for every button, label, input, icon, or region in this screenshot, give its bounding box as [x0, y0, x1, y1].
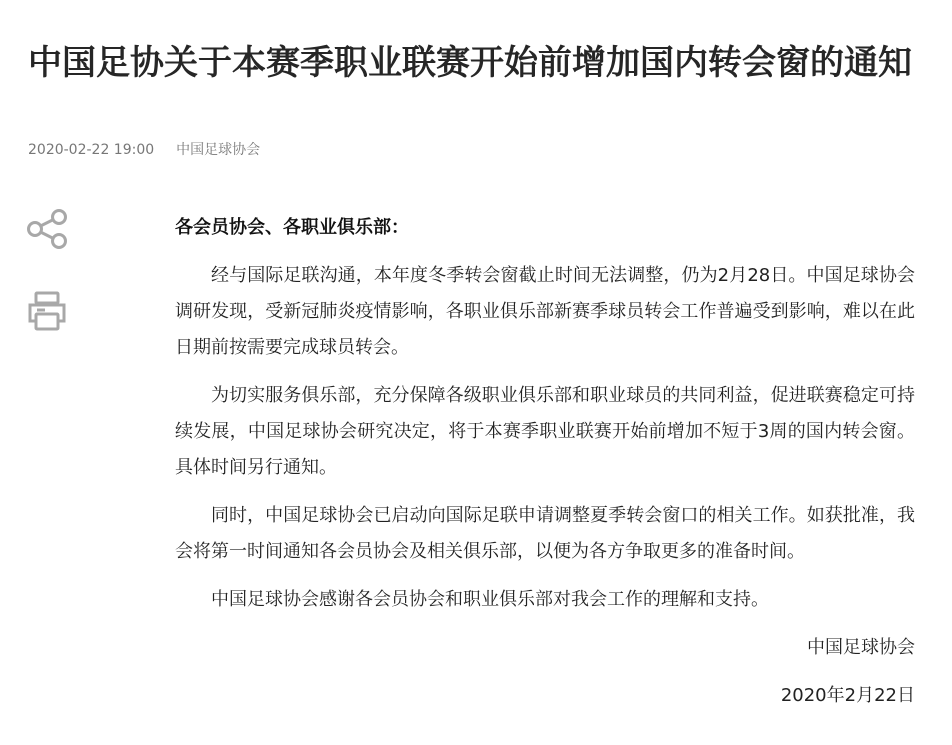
article-body: [175, 210, 915, 714]
salutation: 各会员协会、各职业俱乐部：: [175, 217, 409, 238]
signature-date: 2020年2月22日: [780, 685, 915, 706]
paragraph-1: 经与国际足联沟通，本年度冬季转会窗截止时间无法调整，仍为2月28日。中国足球协会调研发现，受新冠肺炎疫情影响，各职业俱乐部新赛季球员转会工作普遍受到影响，难以在此日期前按需要完成球员转会。: [175, 265, 915, 358]
article-source: 中国足球协会: [176, 142, 261, 158]
article-meta: [28, 140, 260, 160]
paragraph-3: 同时，中国足球协会已启动向国际足联申请调整夏季转会窗口的相关工作。如获批准，我会将第一时间通知各会员协会及相关俱乐部，以便为各方争取更多的准备时间。: [175, 505, 915, 562]
publish-datetime: 2020-02-22 19:00: [28, 142, 155, 158]
article-title: 中国足协关于本赛季职业联赛开始前增加国内转会窗的通知: [28, 43, 912, 83]
signature: 中国足球协会: [807, 637, 915, 658]
paragraph-2: 为切实服务俱乐部，充分保障各级职业俱乐部和职业球员的共同利益，促进联赛稳定可持续发展，中国足球协会研究决定，将于本赛季职业联赛开始前增加不短于3周的国内转会窗。具体时间另行通知。: [175, 385, 915, 478]
paragraph-4: 中国足球协会感谢各会员协会和职业俱乐部对我会工作的理解和支持。: [211, 589, 769, 610]
share-icon[interactable]: [26, 208, 68, 250]
print-icon[interactable]: [26, 290, 68, 332]
side-toolbar: [26, 208, 70, 372]
